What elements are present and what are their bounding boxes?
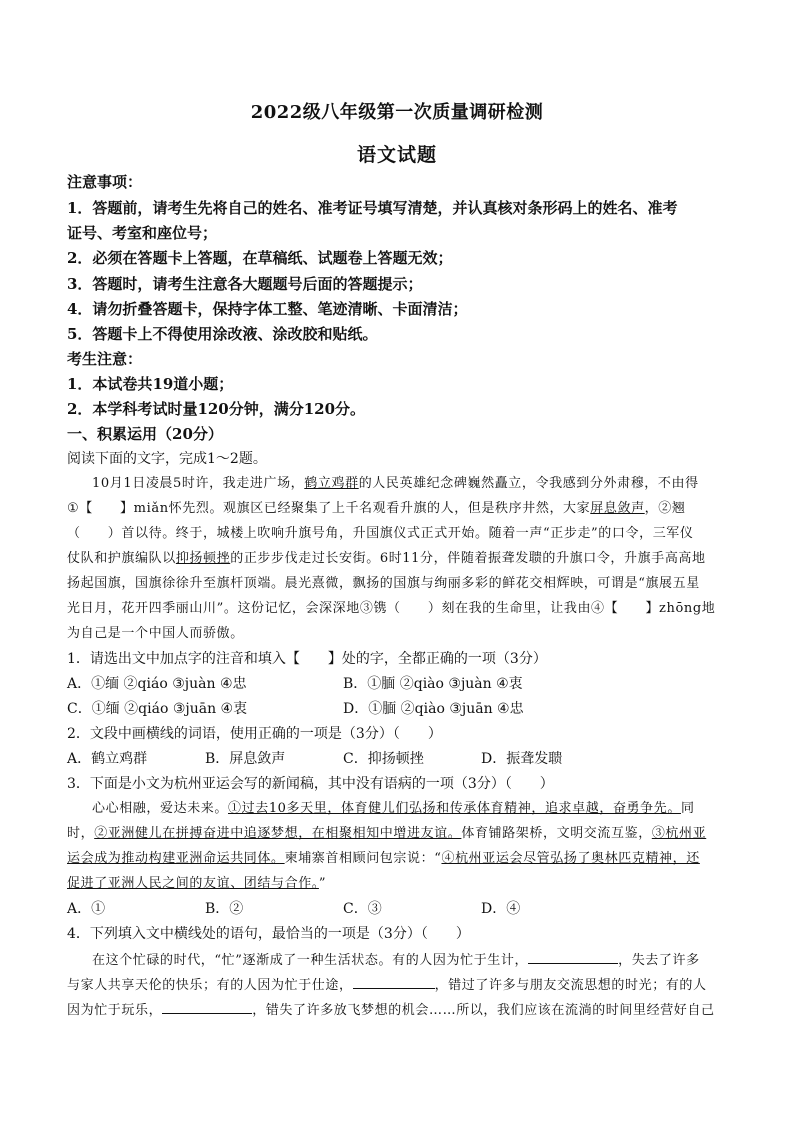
passage-line: 光日月，花开四季丽山川”。这份记忆，会深深地③镌（ ）刻在我的生命里，让我由④【 】zhōng地 [67, 601, 716, 616]
notice-item: 证号、考室和座位号； [67, 224, 218, 242]
candidate-notice-item: 1．本试卷共19道小题； [67, 375, 234, 393]
exam-subtitle: 语文试题 [356, 144, 437, 166]
question-2-stem: 2．文段中画横线的词语，使用正确的一项是（3分）（ ） [67, 726, 442, 742]
passage-line: 10月1日凌晨5时许，我走进广场，鹤立鸡群的人民英雄纪念碑巍然矗立，令我感到分外肃穆，不由得 [92, 476, 699, 491]
exam-title: 2022级八年级第一次质量调研检测 [250, 102, 544, 123]
answer-blank [528, 949, 618, 964]
answer-blank [162, 999, 252, 1014]
notice-item: 2．必须在答题卡上答题，在草稿纸、试题卷上答题无效； [67, 249, 453, 267]
question-1-option-a[interactable]: A．①缅 ②qiáo ③juàn ④忠 [67, 676, 247, 692]
section-heading: 一、积累运用（20分） [67, 425, 223, 443]
passage-line: 为自己是一个中国人而骄傲。 [67, 626, 244, 641]
question-3-option-c[interactable]: C．③ [343, 901, 382, 917]
question-4-text-line: 与家人共享天伦的快乐；有的人因为忙于仕途， ，错过了许多与朋友交流思想的时光；有的人 [67, 974, 707, 996]
question-3-stem: 3．下面是小文为杭州亚运会写的新闻稿，其中没有语病的一项（3分）（ ） [67, 776, 554, 792]
question-3-text-line: 运会成为推动构建亚洲命运共同体。柬埔寨首相顾问包宗说：“④杭州亚运会尽管弘扬了奥林匹克精神，还 [67, 851, 700, 866]
question-3-text-line: 时，②亚洲健儿在拼搏奋进中追逐梦想，在相聚相知中增进友谊。体育铺路架桥，文明交流互鉴，③杭州亚 [67, 826, 707, 841]
question-1-option-c[interactable]: C．①缅 ②qiáo ③juān ④衷 [67, 701, 248, 717]
question-3-option-d[interactable]: D．④ [481, 901, 521, 917]
question-3-option-a[interactable]: A．① [67, 901, 106, 917]
passage-line: 仗队和护旗编队以抑扬顿挫的正步步伐走过长安街。6时11分，伴随着振聋发聩的升旗口令，升旗手高高地 [67, 551, 706, 566]
question-4-stem: 4．下列填入文中横线处的语句，最恰当的一项是（3分）（ ） [67, 926, 470, 942]
question-1-stem: 1．请选出文中加点字的注音和填入【 】处的字，全都正确的一项（3分） [67, 651, 547, 667]
question-1-option-d[interactable]: D．①腼 ②qiào ③juān ④忠 [343, 701, 524, 717]
question-4-text-line: 在这个忙碌的时代，“忙”逐渐成了一种生活状态。有的人因为忙于生计， ，失去了许多 [92, 949, 700, 971]
passage-line: 扬起国旗，国旗徐徐升至旗杆顶端。晨光熹微，飘扬的国旗与绚丽多彩的鲜花交相辉映，可谓是“旗展五星 [67, 576, 700, 591]
notice-heading: 注意事项： [67, 173, 143, 191]
question-2-option-b[interactable]: B．屏息敛声 [205, 751, 286, 767]
candidate-notice-heading: 考生注意： [67, 350, 143, 368]
question-3-text-line: 心心相融，爱达未来。①过去10多天里，体育健儿们弘扬和传承体育精神，追求卓越，奋勇争先。同 [92, 801, 695, 816]
candidate-notice-item: 2．本学科考试时量120分钟，满分120分。 [67, 400, 366, 418]
question-2-option-d[interactable]: D．振聋发聩 [481, 751, 563, 767]
passage-line: （ ）首以待。终于，城楼上吹响升旗号角，升国旗仪式正式开始。随着一声“正步走”的口令，三军仪 [67, 526, 694, 541]
answer-blank [353, 974, 435, 989]
notice-item: 3．答题时，请考生注意各大题题号后面的答题提示； [67, 275, 423, 293]
question-2-option-a[interactable]: A．鹤立鸡群 [67, 751, 148, 767]
notice-item: 1．答题前，请考生先将自己的姓名、准考证号填写清楚，并认真核对条形码上的姓名、准考 [67, 199, 678, 217]
section-intro: 阅读下面的文字，完成1～2题。 [67, 451, 267, 467]
notice-item: 4．请勿折叠答题卡，保持字体工整、笔迹清晰、卡面清洁； [67, 300, 468, 318]
question-2-option-c[interactable]: C．抑扬顿挫 [343, 751, 424, 767]
question-4-text-line: 因为忙于玩乐， ，错失了许多放飞梦想的机会……所以，我们应该在流淌的时间里经营好自己 [67, 999, 715, 1021]
passage-line: ①【 】miǎn怀先烈。观旗区已经聚集了上千名观看升旗的人，但是秩序井然，大家屏息敛声，②翘 [67, 501, 686, 516]
question-1-option-b[interactable]: B．①腼 ②qiào ③juàn ④衷 [343, 676, 523, 692]
question-3-text-line: 促进了亚洲人民之间的友谊、团结与合作。” [67, 876, 327, 891]
notice-item: 5．答题卡上不得使用涂改液、涂改胶和贴纸。 [67, 325, 378, 343]
question-3-option-b[interactable]: B．② [205, 901, 244, 917]
